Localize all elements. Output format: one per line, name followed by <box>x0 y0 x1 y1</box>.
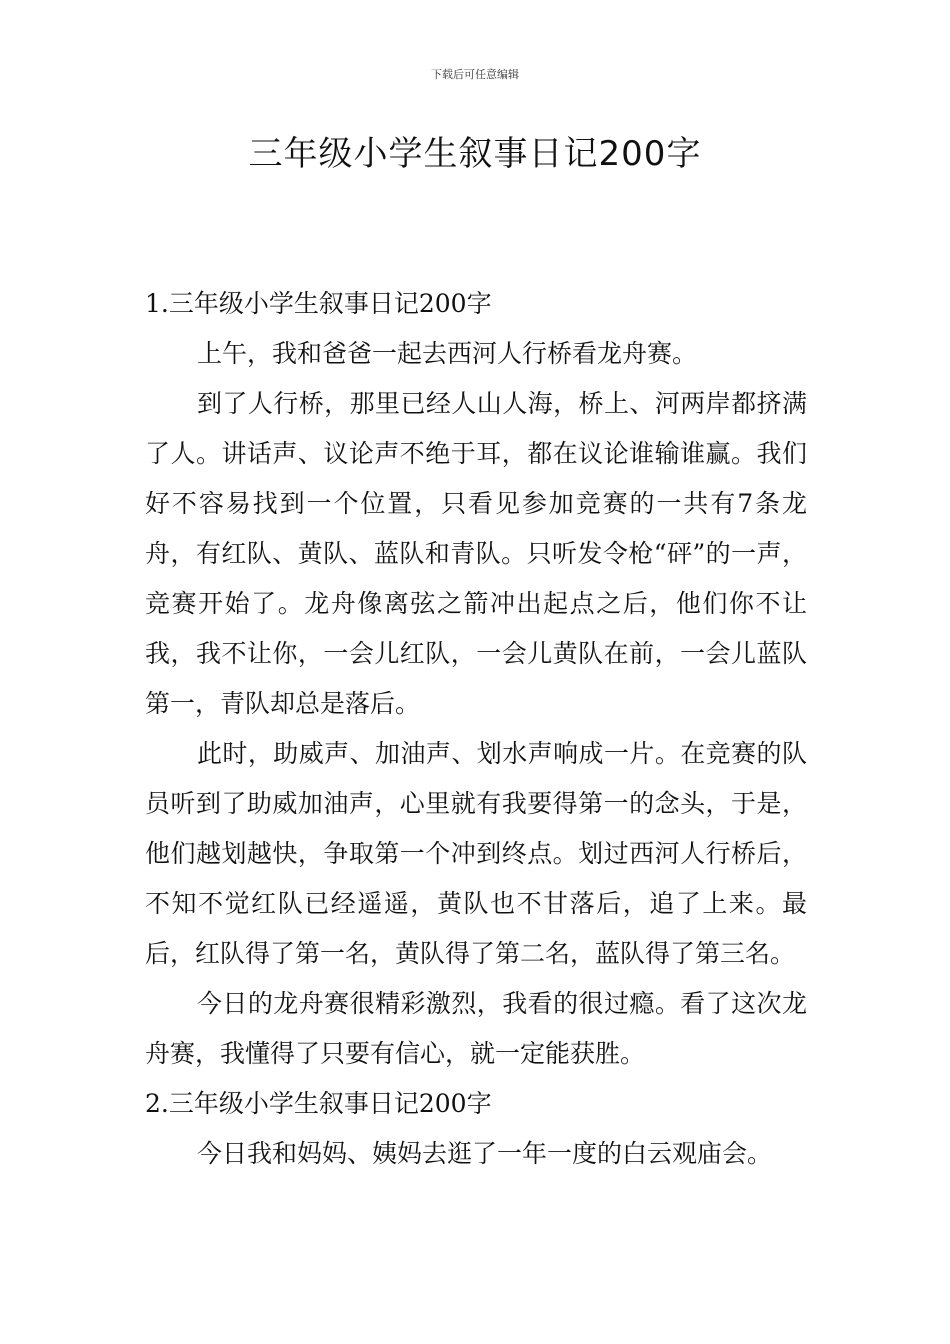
paragraph: 此时，助威声、加油声、划水声响成一片。在竞赛的队员听到了助威加油声，心里就有我要得第一的念头，于是，他们越划越快，争取第一个冲到终点。划过西河人行桥后，不知不觉红队已经遥遥，黄队也不甘落后，追了上来。最后，红队得了第一名，黄队得了第二名，蓝队得了第三名。 <box>145 739 807 968</box>
section-heading-1: 1.三年级小学生叙事日记200字 <box>145 289 492 318</box>
paragraph: 到了人行桥，那里已经人山人海，桥上、河两岸都挤满了人。讲话声、议论声不绝于耳，都在议论谁输谁赢。我们好不容易找到一个位置，只看见参加竞赛的一共有7条龙舟，有红队、黄队、蓝队和青队。只听发令枪“砰”的一声，竞赛开始了。龙舟像离弦之箭冲出起点之后，他们你不让我，我不让你，一会儿红队，一会儿黄队在前，一会儿蓝队第一，青队却总是落后。 <box>145 389 807 718</box>
paragraph: 上午，我和爸爸一起去西河人行桥看龙舟赛。 <box>197 339 698 368</box>
document-title: 三年级小学生叙事日记200字 <box>248 134 702 174</box>
section-heading-2: 2.三年级小学生叙事日记200字 <box>145 1089 492 1118</box>
document-body <box>145 279 807 1179</box>
paragraph: 今日的龙舟赛很精彩激烈，我看的很过瘾。看了这次龙舟赛，我懂得了只要有信心，就一定能获胜。 <box>145 989 807 1068</box>
paragraph: 今日我和妈妈、姨妈去逛了一年一度的白云观庙会。 <box>197 1139 773 1168</box>
header-note: 下载后可任意编辑 <box>431 68 519 81</box>
